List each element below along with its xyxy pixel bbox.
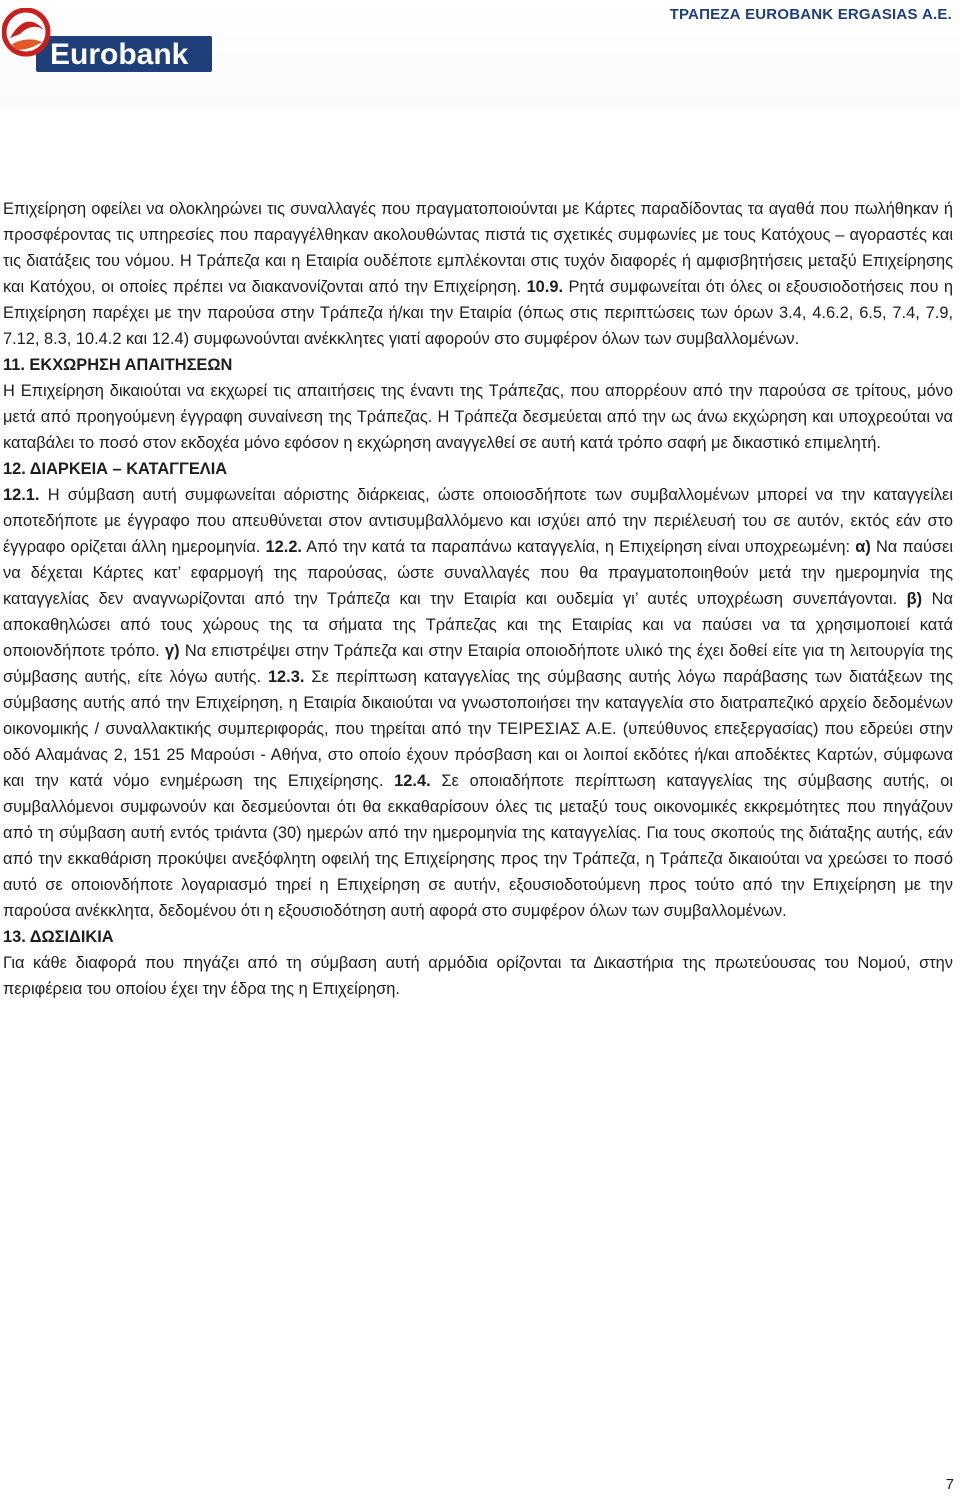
- page-header: [0, 0, 960, 110]
- logo-wordmark: Eurobank: [50, 38, 189, 71]
- clause-10-9-text: Ρητά συμφωνείται ότι όλες οι εξουσιοδοτήσεις που η Επιχείρηση παρέχει με την παρούσα στην Τράπεζα ή/και την Εταιρία (όπως στις περιπτώσεις των όρων 3.4, 4.6.2, 6.5, 7.4, 7.9, 7.12, 8.3, 10.4.2 και 12.4) συμφωνούνται ανέκκλητες γιατί αφορούν στο συμφέρον όλων των συμβαλλομένων.: [3, 278, 953, 348]
- item-a-label: α): [855, 538, 871, 556]
- clause-12-1-text: Η σύμβαση αυτή συμφωνείται αόριστης διάρκειας, ώστε οποιοσδήποτε των συμβαλλομένων μπορεί να την καταγγείλει οποτεδήποτε με έγγραφο που απευθύνεται στον αντισυμβαλλόμενο και ισχύει από την περιέλευσή του σε αυτόν, εκτός εάν στο έγγραφο ορίζεται άλλη ημερομηνία.: [3, 486, 953, 556]
- clause-12-1-number: 12.1.: [3, 486, 40, 504]
- item-b-text: Να αποκαθηλώσει από τους χώρους της τα σήματα της Τράπεζας και της Εταιρίας και να παύσει να τα χρησιμοποιεί κατά οποιονδήποτε τρόπο.: [3, 590, 953, 660]
- clause-10-9-number: 10.9.: [526, 278, 564, 296]
- item-c-label: γ): [165, 642, 180, 660]
- clause-10-8-text: Επιχείρηση οφείλει να ολοκληρώνει τις συναλλαγές που πραγματοποιούνται με Κάρτες παραδίδοντας τα αγαθά που πωλήθηκαν ή προσφέροντας τις υπηρεσίες που παραγγέλθηκαν ακολουθώντας πιστά τις σχετικές συμφωνίες με τους Κατόχους – αγοραστές και τις διατάξεις του νόμου. Η Τράπεζα και η Εταιρία ουδέποτε εμπλέκονται στις τυχόν διαφορές ή αμφισβητήσεις μεταξύ Επιχείρησης και Κατόχου, οι οποίες πρέπει να διακανονίζονται από την Επιχείρηση.: [3, 200, 953, 296]
- clause-12-3-number: 12.3.: [267, 668, 305, 686]
- clause-12-4-number: 12.4.: [394, 772, 431, 790]
- item-c-text: Να επιστρέψει στην Τράπεζα και στην Εταιρία οποιοδήποτε υλικό της έχει δοθεί είτε για τη λειτουργία της σύμβασης αυτής, είτε λόγω αυτής.: [3, 642, 954, 686]
- section-12-text: [3, 482, 953, 924]
- document-body: [3, 196, 953, 1002]
- clause-12-4-text: Σε οποιαδήποτε περίπτωση καταγγελίας της σύμβασης αυτής, οι συμβαλλόμενοι συμφωνούν και δεσμεύονται ότι θα εκκαθαρίσουν όλες τις μεταξύ τους οικονομικές εκκρεμότητες που πηγάζουν από τη σύμβαση αυτή εντός τριάντα (30) ημερών από την ημερομηνία της καταγγελίας. Για τους σκοπούς της διάταξης αυτής, εάν από την εκκαθάριση προκύψει ανεξόφλητη οφειλή της Επιχείρησης προς την Τράπεζα, η Τράπεζα δικαιούται να χρεώσει το ποσό αυτό σε οποιονδήποτε λογαριασμό τηρεί η Επιχείρηση σε αυτήν, εξουσιοδοτούμενη προς τούτο από την Επιχείρηση με την παρούσα ανέκκλητα, δεδομένου ότι η εξουσιοδότηση αυτή αφορά στο συμφέρον όλων των συμβαλλομένων.: [3, 772, 954, 920]
- eurobank-logo: [2, 8, 212, 72]
- section-13-text: Για κάθε διαφορά που πηγάζει από τη σύμβαση αυτή αρμόδια ορίζονται τα Δικαστήρια της πρωτεύουσας του Νομού, στην περιφέρεια του οποίου έχει την έδρα της η Επιχείρηση.: [3, 954, 953, 998]
- paragraph-10-8-10-9: [3, 196, 953, 352]
- bank-name: ΤΡΑΠΕΖΑ EUROBANK ERGASIAS Α.Ε.: [669, 6, 952, 23]
- item-b-label: β): [906, 590, 923, 608]
- section-11-text: Η Επιχείρηση δικαιούται να εκχωρεί τις απαιτήσεις της έναντι της Τράπεζας, που απορρέουν από την παρούσα σε τρίτους, μόνο μετά από προηγούμενη έγγραφη συναίνεση της Τράπεζας. Η Τράπεζα δεσμεύεται από την ως άνω εκχώρηση και υποχρεούται να καταβάλει το ποσό στον εκδοχέα μόνο εφόσον η εκχώρηση αναγγελθεί σε αυτή κατά τρόπο σαφή με δικαστικό επιμελητή.: [3, 382, 953, 452]
- clause-12-2-number: 12.2.: [265, 538, 302, 556]
- clause-12-2-text: Από την κατά τα παραπάνω καταγγελία, η Επιχείρηση είναι υποχρεωμένη:: [302, 538, 856, 556]
- section-11-heading: 11. ΕΚΧΩΡΗΣΗ ΑΠΑΙΤΗΣΕΩΝ: [3, 356, 233, 374]
- page-number: 7: [945, 1476, 954, 1493]
- item-a-text: Να παύσει να δέχεται Κάρτες κατ’ εφαρμογή της παρούσας, ώστε συναλλαγές που θα πραγματοποιηθούν μετά την ημερομηνία της καταγγελίας δεν αναγνωρίζονται από την Τράπεζα και την Εταιρία και ουδεμία γι’ αυτές υποχρέωση συνεπάγονται.: [3, 538, 953, 608]
- section-13-heading: 13. ΔΩΣΙΔΙΚΙΑ: [3, 928, 114, 946]
- section-12-heading: 12. ΔΙΑΡΚΕΙΑ – ΚΑΤΑΓΓΕΛΙΑ: [3, 460, 228, 478]
- clause-12-3-text: Σε περίπτωση καταγγελίας της σύμβασης αυτής λόγω παράβασης των διατάξεων της σύμβασης αυτής από την Επιχείρηση, η Εταιρία δικαιούται να γνωστοποιήσει την καταγγελία στο διατραπεζικό αρχείο δεδομένων οικονομικής / συναλλακτικής συμπεριφοράς, που τηρείται από την ΤΕΙΡΕΣΙΑΣ Α.Ε. (υπεύθυνος επεξεργασίας) που εδρεύει στην οδό Αλαμάνας 2, 151 25 Μαρούσι - Αθήνα, στο οποίο έχουν πρόσβαση και οι λοιποί εκδότες ή/και αποδέκτες Καρτών, σύμφωνα και την κατά νόμο ενημέρωση της Επιχείρησης.: [3, 668, 953, 790]
